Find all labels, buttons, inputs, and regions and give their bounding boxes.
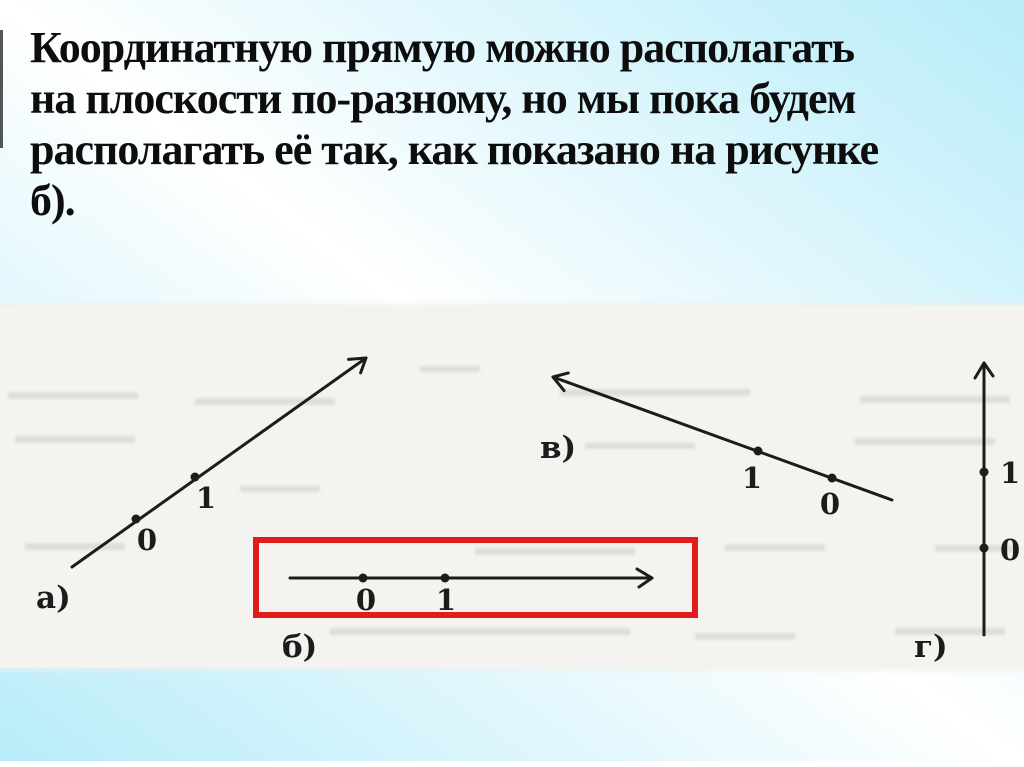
number-line-b-caption: б) bbox=[282, 629, 318, 665]
number-line-b-label-1: 1 bbox=[435, 583, 457, 617]
title-line-2: на плоскости по-разному, но мы пока будем bbox=[30, 74, 856, 123]
number-line-b-point-0 bbox=[359, 574, 368, 583]
number-line-a-axis bbox=[72, 358, 366, 567]
figure-scan-image bbox=[0, 306, 1024, 668]
slide-title bbox=[30, 22, 1005, 226]
title-line-3: располагать её так, как показано на рисунке bbox=[30, 125, 879, 174]
number-line-v-caption: в) bbox=[540, 430, 577, 466]
number-line-a-label-1: 1 bbox=[195, 481, 217, 515]
number-line-a-caption: а) bbox=[36, 580, 71, 616]
number-line-g-caption: г) bbox=[914, 629, 948, 665]
number-line-g bbox=[914, 363, 1020, 665]
title-line-1: Координатную прямую можно располагать bbox=[30, 23, 854, 72]
number-line-b-label-0: 0 bbox=[355, 583, 377, 617]
number-line-b bbox=[256, 540, 695, 665]
number-line-v-label-1: 1 bbox=[741, 461, 763, 495]
number-line-a-label-0: 0 bbox=[136, 523, 158, 557]
number-line-g-label-1: 1 bbox=[1000, 456, 1021, 490]
scan-noise bbox=[8, 366, 1015, 640]
number-line-g-point-1 bbox=[980, 468, 989, 477]
number-line-v-point-1 bbox=[754, 447, 763, 456]
left-edge-artifact bbox=[0, 30, 3, 148]
bottom-white-strip bbox=[0, 761, 1024, 767]
number-line-v-label-0: 0 bbox=[819, 487, 841, 521]
number-line-v-point-0 bbox=[828, 474, 837, 483]
number-line-b-point-1 bbox=[441, 574, 450, 583]
title-line-4: б). bbox=[30, 176, 75, 225]
number-line-g-label-0: 0 bbox=[1000, 533, 1021, 567]
number-line-g-point-0 bbox=[980, 544, 989, 553]
